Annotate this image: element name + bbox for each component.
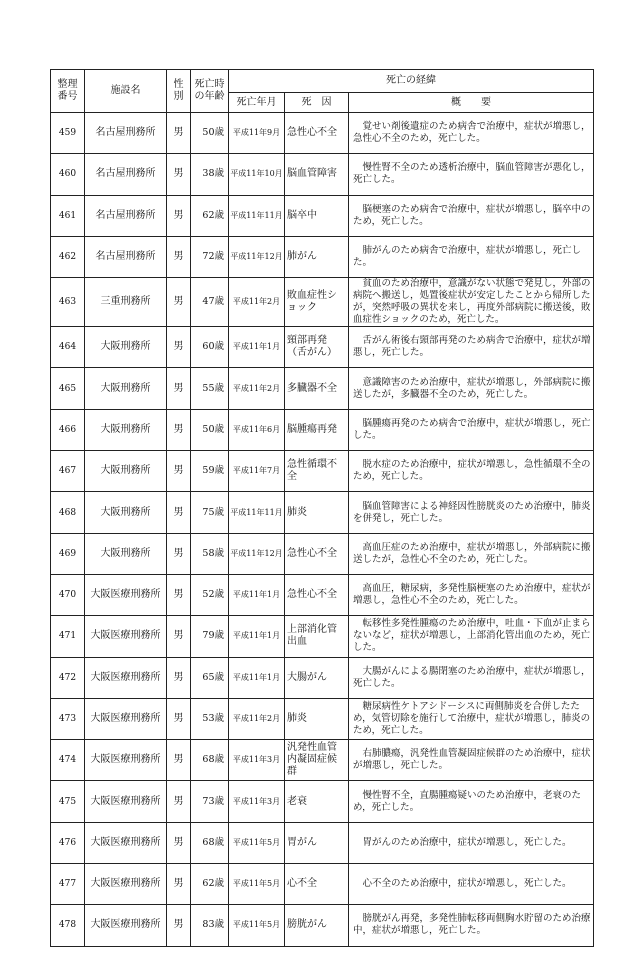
death-date: 平成11年6月 [229,409,285,450]
cause-of-death: 老衰 [285,781,349,822]
cause-of-death: 急性心不全 [285,574,349,615]
facility-name: 大阪刑務所 [85,533,167,574]
death-date: 平成11年11月 [229,195,285,236]
facility-name: 名古屋刑務所 [85,195,167,236]
age-at-death: 47歳 [191,278,229,327]
header-record-number: 整理番号 [51,70,85,113]
table-row [51,409,594,450]
record-number: 471 [51,616,85,657]
death-date: 平成11年2月 [229,278,285,327]
sex: 男 [167,698,191,739]
facility-name: 大阪医療刑務所 [85,574,167,615]
cause-of-death: 脳血管障害 [285,154,349,195]
cause-of-death: 肺炎 [285,492,349,533]
death-date: 平成11年12月 [229,236,285,277]
age-at-death: 79歳 [191,616,229,657]
cause-of-death: 急性心不全 [285,533,349,574]
sex: 男 [167,113,191,154]
age-at-death: 60歳 [191,327,229,368]
death-date: 平成11年10月 [229,154,285,195]
cause-of-death: 敗血症性ショック [285,278,349,327]
age-at-death: 75歳 [191,492,229,533]
table-row [51,574,594,615]
facility-name: 大阪刑務所 [85,327,167,368]
sex: 男 [167,533,191,574]
record-number: 462 [51,236,85,277]
death-date: 平成11年1月 [229,657,285,698]
cause-of-death: 膀胱がん [285,905,349,946]
summary: 糖尿病性ケトアシドーシスに両側肺炎を合併したため，気管切除を施行して治療中，症状が増悪し，肺炎のため，死亡した。 [349,698,594,739]
header-facility: 施設名 [85,70,167,113]
facility-name: 大阪医療刑務所 [85,698,167,739]
facility-name: 大阪医療刑務所 [85,616,167,657]
facility-name: 大阪刑務所 [85,451,167,492]
sex: 男 [167,740,191,781]
cause-of-death: 肺がん [285,236,349,277]
record-number: 461 [51,195,85,236]
record-number: 464 [51,327,85,368]
age-at-death: 73歳 [191,781,229,822]
table-row [51,113,594,154]
age-at-death: 58歳 [191,533,229,574]
death-date: 平成11年5月 [229,864,285,905]
table-row [51,451,594,492]
table-row [51,533,594,574]
sex: 男 [167,451,191,492]
cause-of-death: 胃がん [285,822,349,863]
cause-of-death: 頸部再発（舌がん） [285,327,349,368]
summary: 舌がん術後右頸部再発のため病舎で治療中，症状が増悪し，死亡した。 [349,327,594,368]
cause-of-death: 急性心不全 [285,113,349,154]
record-number: 465 [51,368,85,409]
sex: 男 [167,781,191,822]
death-date: 平成11年2月 [229,698,285,739]
death-date: 平成11年7月 [229,451,285,492]
facility-name: 名古屋刑務所 [85,154,167,195]
death-date: 平成11年1月 [229,327,285,368]
death-date: 平成11年9月 [229,113,285,154]
sex: 男 [167,616,191,657]
age-at-death: 68歳 [191,740,229,781]
death-date: 平成11年3月 [229,740,285,781]
age-at-death: 59歳 [191,451,229,492]
table-row [51,905,594,946]
record-number: 460 [51,154,85,195]
summary: 大腸がんによる腸閉塞のため治療中，症状が増悪し，死亡した。 [349,657,594,698]
record-number: 463 [51,278,85,327]
facility-name: 大阪医療刑務所 [85,905,167,946]
death-date: 平成11年5月 [229,822,285,863]
summary: 意識障害のため治療中，症状が増悪し，外部病院に搬送したが，多臓器不全のため，死亡した。 [349,368,594,409]
age-at-death: 62歳 [191,195,229,236]
age-at-death: 52歳 [191,574,229,615]
summary: 転移性多発性腫瘍のため治療中，吐血・下血が止まらないなど，症状が増悪し，上部消化管出血のため，死亡した。 [349,616,594,657]
age-at-death: 50歳 [191,409,229,450]
table-row [51,822,594,863]
summary: 右肺膿瘍，汎発性血管凝固症候群のため治療中，症状が増悪し，死亡した。 [349,740,594,781]
age-at-death: 55歳 [191,368,229,409]
age-at-death: 68歳 [191,822,229,863]
table-row [51,698,594,739]
header-cause: 死 因 [285,93,349,113]
table-row [51,781,594,822]
facility-name: 三重刑務所 [85,278,167,327]
record-number: 466 [51,409,85,450]
record-number: 473 [51,698,85,739]
summary: 胃がんのため治療中，症状が増悪し，死亡した。 [349,822,594,863]
sex: 男 [167,154,191,195]
summary: 高血圧，糖尿病，多発性脳梗塞のため治療中，症状が増悪し，急性心不全のため，死亡した。 [349,574,594,615]
summary: 脳血管障害による神経因性膀胱炎のため治療中，肺炎を併発し，死亡した。 [349,492,594,533]
cause-of-death: 大腸がん [285,657,349,698]
table-row [51,740,594,781]
summary: 心不全のため治療中，症状が増悪し，死亡した。 [349,864,594,905]
sex: 男 [167,236,191,277]
summary: 肺がんのため病舎で治療中，症状が増悪し，死亡した。 [349,236,594,277]
header-death-date: 死亡年月 [229,93,285,113]
sex: 男 [167,492,191,533]
table-row [51,327,594,368]
header-sex: 性別 [167,70,191,113]
sex: 男 [167,657,191,698]
sex: 男 [167,195,191,236]
table-row [51,657,594,698]
summary: 脳腫瘍再発のため病舎で治療中，症状が増悪し，死亡した。 [349,409,594,450]
record-number: 474 [51,740,85,781]
record-number: 477 [51,864,85,905]
sex: 男 [167,409,191,450]
sex: 男 [167,574,191,615]
table-row [51,236,594,277]
table-row [51,864,594,905]
table-row [51,368,594,409]
death-date: 平成11年3月 [229,781,285,822]
header-summary: 概 要 [349,93,594,113]
cause-of-death: 心不全 [285,864,349,905]
age-at-death: 38歳 [191,154,229,195]
header-age: 死亡時の年齢 [191,70,229,113]
summary: 脱水症のため治療中，症状が増悪し，急性循環不全のため，死亡した。 [349,451,594,492]
record-number: 472 [51,657,85,698]
summary: 慢性腎不全，直腸腫瘍疑いのため治療中，老衰のため，死亡した。 [349,781,594,822]
facility-name: 大阪医療刑務所 [85,740,167,781]
table-body [51,113,594,947]
header-death-course: 死亡の経緯 [229,70,594,93]
death-date: 平成11年5月 [229,905,285,946]
table-row [51,492,594,533]
facility-name: 大阪医療刑務所 [85,864,167,905]
sex: 男 [167,278,191,327]
record-number: 467 [51,451,85,492]
record-number: 468 [51,492,85,533]
sex: 男 [167,905,191,946]
cause-of-death: 脳腫瘍再発 [285,409,349,450]
record-number: 459 [51,113,85,154]
facility-name: 大阪刑務所 [85,492,167,533]
cause-of-death: 脳卒中 [285,195,349,236]
sex: 男 [167,327,191,368]
death-record-table [50,69,594,947]
cause-of-death: 肺炎 [285,698,349,739]
age-at-death: 50歳 [191,113,229,154]
record-number: 469 [51,533,85,574]
death-date: 平成11年12月 [229,533,285,574]
facility-name: 名古屋刑務所 [85,113,167,154]
age-at-death: 83歳 [191,905,229,946]
summary: 貧血のため治療中，意識がない状態で発見し，外部の病院へ搬送し，処置後症状が安定したことから帰所したが，突然呼吸の異状を来し，再度外部病院に搬送後，敗血症性ショックのため，死亡した。 [349,278,594,327]
table-row [51,278,594,327]
record-number: 470 [51,574,85,615]
summary: 膀胱がん再発，多発性肺転移両側胸水貯留のため治療中，症状が増悪し，死亡した。 [349,905,594,946]
facility-name: 大阪医療刑務所 [85,822,167,863]
cause-of-death: 上部消化管出血 [285,616,349,657]
table-row [51,154,594,195]
death-date: 平成11年1月 [229,574,285,615]
table-row [51,616,594,657]
record-number: 478 [51,905,85,946]
record-number: 475 [51,781,85,822]
death-date: 平成11年11月 [229,492,285,533]
table-row [51,195,594,236]
summary: 高血圧症のため治療中，症状が増悪し，外部病院に搬送したが，急性心不全のため，死亡した。 [349,533,594,574]
sex: 男 [167,368,191,409]
cause-of-death: 急性循環不全 [285,451,349,492]
facility-name: 大阪医療刑務所 [85,781,167,822]
facility-name: 大阪刑務所 [85,409,167,450]
facility-name: 名古屋刑務所 [85,236,167,277]
sex: 男 [167,864,191,905]
cause-of-death: 汎発性血管内凝固症候群 [285,740,349,781]
record-number: 476 [51,822,85,863]
summary: 脳梗塞のため病舎で治療中，症状が増悪し，脳卒中のため，死亡した。 [349,195,594,236]
cause-of-death: 多臓器不全 [285,368,349,409]
death-date: 平成11年1月 [229,616,285,657]
age-at-death: 72歳 [191,236,229,277]
age-at-death: 62歳 [191,864,229,905]
sex: 男 [167,822,191,863]
facility-name: 大阪刑務所 [85,368,167,409]
summary: 慢性腎不全のため透析治療中，脳血管障害が悪化し，死亡した。 [349,154,594,195]
death-date: 平成11年2月 [229,368,285,409]
facility-name: 大阪医療刑務所 [85,657,167,698]
summary: 覚せい剤後遺症のため病舎で治療中，症状が増悪し，急性心不全のため，死亡した。 [349,113,594,154]
age-at-death: 53歳 [191,698,229,739]
age-at-death: 65歳 [191,657,229,698]
